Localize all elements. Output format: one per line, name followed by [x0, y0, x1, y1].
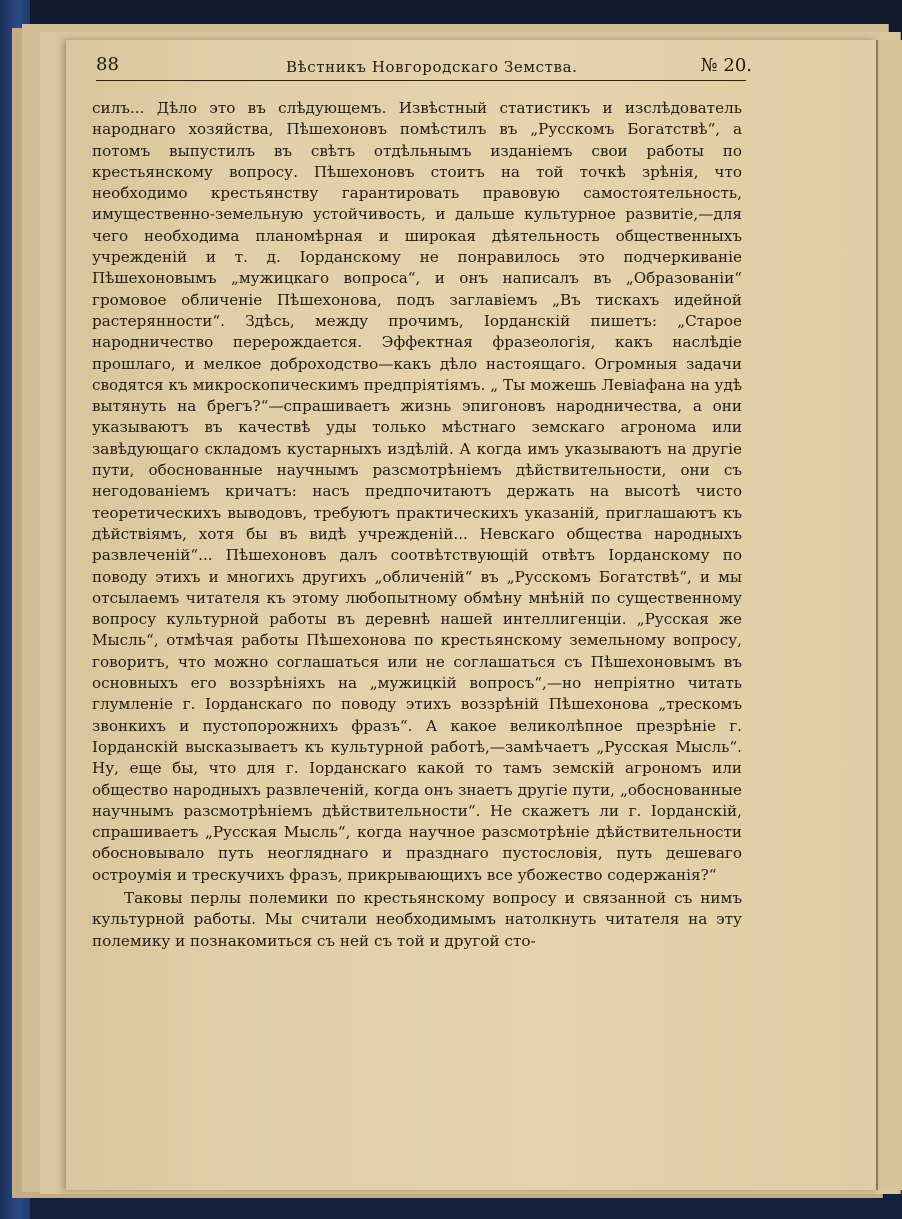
issue-number: № 20.	[700, 55, 752, 76]
page-number: 88	[96, 54, 119, 75]
page-header	[96, 50, 752, 81]
running-title: Вѣстникъ Новгородскаго Земства.	[286, 58, 578, 76]
facing-page-edge	[876, 40, 902, 1190]
paragraph: Таковы перлы полемики по крестьянскому вопросу и связанной съ нимъ культурной работы. Мы считали необходимымъ натолкнуть читателя на эту полемику и познакомиться съ ней съ той и другой сто-	[92, 888, 742, 950]
body-text	[92, 98, 742, 952]
paragraph: силъ... Дѣло это въ слѣдующемъ. Извѣстный статистикъ и изслѣдователь народнаго хозяйства, Пѣшехоновъ помѣстилъ въ „Русскомъ Богатствѣ“, а потомъ выпустилъ въ свѣтъ отдѣльнымъ изданіемъ свои работы по крестьянскому вопросу. Пѣшехоновъ стоитъ на той точкѣ зрѣнія, что необходимо крестьянству гарантировать правовую самостоятельность, имущественно-земельную устойчивость, и дальше культурное развитіе,—для чего необходима планомѣрная и широкая дѣятельность общественныхъ учрежденій и т. д. Іорданскому не понравилось это подчеркиваніе Пѣшехоновымъ „мужицкаго вопроса“, и онъ написалъ въ „Образованіи“ громовое обличеніе Пѣшехонова, подъ заглавіемъ „Въ тискахъ идейной растерянности“. Здѣсь, между прочимъ, Іорданскій пишетъ: „Старое народничество перерождается. Эффектная фразеологія, какъ наслѣдіе прошлаго, и мелкое доброходство—какъ дѣло настоящаго. Огромныя задачи сводятся къ микроскопическимъ предпріятіямъ. „ Ты можешь Левіафана на удѣ вытянуть на брегъ?“—спрашиваетъ жизнь эпигоновъ народничества, а они указываютъ въ качествѣ уды только мѣстнаго земскаго агронома или завѣдующаго складомъ кустарныхъ издѣлій. А когда имъ указываютъ на другіе пути, обоснованные научнымъ разсмотрѣніемъ дѣйствительности, они съ негодованіемъ кричатъ: насъ предпочитаютъ держать на высотѣ чисто теоретическихъ выводовъ, требуютъ практическихъ указаній, приглашаютъ къ дѣйствіямъ, хотя бы въ видѣ учрежденій... Невскаго общества народныхъ развлеченій“... Пѣшехоновъ далъ соотвѣтствующій отвѣтъ Іорданскому по поводу этихъ и многихъ другихъ „обличеній“ въ „Русскомъ Богатствѣ“, и мы отсылаемъ читателя къ этому любопытному обмѣну мнѣній по существенному вопросу культурной работы въ деревнѣ нашей интеллигенціи. „Русская же Мысль“, отмѣчая работы Пѣшехонова по крестьянскому земельному вопросу, говоритъ, что можно соглашаться или не соглашаться съ Пѣшехоновымъ въ основныхъ его воззрѣніяхъ на „мужицкій вопросъ“,—но непріятно читать глумленіе г. Іорданскаго по поводу этихъ воззрѣній Пѣшехонова „трескомъ звонкихъ и пустопорожнихъ фразъ“. А какое великолѣпное презрѣніе г. Іорданскій высказываетъ къ культурной работѣ,—замѣчаетъ „Русская Мысль“. Ну, еще бы, что для г. Іорданскаго какой то тамъ земскій агрономъ или общество народныхъ развлеченій, когда онъ знаетъ другіе пути, „обоснованные научнымъ разсмотрѣніемъ дѣйствительности“. Не скажетъ ли г. Іорданскій, спрашиваетъ „Русская Мысль“, когда научное разсмотрѣніе дѣйствительности обосновывало путь неогляднаго и празднаго пустословія, путь дешеваго остроумія и трескучихъ фразъ, прикрывающихъ все убожество содержанія?“	[92, 99, 742, 884]
